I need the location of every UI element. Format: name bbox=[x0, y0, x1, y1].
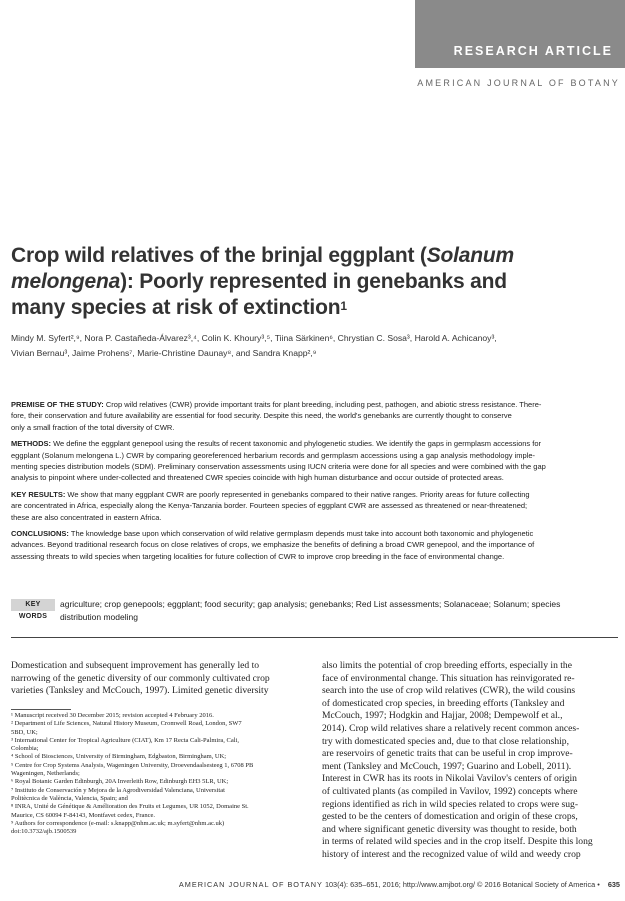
body-column-left bbox=[11, 660, 307, 698]
footnote-line: ⁴ School of Biosciences, University of Birmingham, Edgbaston, Birmingham, UK; bbox=[11, 753, 227, 761]
body-line: also limits the potential of crop breeding efforts, especially in the bbox=[322, 660, 572, 671]
body-line: Domestication and subsequent improvement has generally led to bbox=[11, 660, 260, 671]
abstract-label: CONCLUSIONS: bbox=[11, 529, 69, 539]
footnote-line: Politècnica de València, Valencia, Spain; and bbox=[11, 794, 128, 802]
body-line: Interest in CWR has its roots in Nikolai Vavilov's centers of origin bbox=[322, 773, 577, 785]
body-line: history of interest and the recognized value of wild and weedy crop bbox=[322, 848, 581, 860]
footnotes bbox=[11, 712, 307, 836]
body-line: and where significant genetic diversity was thought to reside, both bbox=[322, 823, 577, 835]
body-line: of cultivated plants (as compiled in Vavilov, 1992) concepts where bbox=[322, 785, 578, 797]
footer-separator: • bbox=[597, 880, 600, 889]
footnote-line: Wageningen, Netherlands; bbox=[11, 770, 80, 778]
body-line: of domesticated crop species, in breeding efforts (Tanksley and bbox=[322, 697, 565, 709]
abstract-label: KEY RESULTS: bbox=[11, 489, 66, 499]
body-line: are reservoirs of genetic traits that can be useful in crop improve- bbox=[322, 748, 573, 760]
body-line: in terms of related wild species and in the crop itself. Despite this long bbox=[322, 836, 593, 848]
footnote-line: Colombia; bbox=[11, 745, 39, 753]
abstract-results: KEY RESULTS: We show that many eggplant CWR are poorly represented in genebanks compared to their native ranges. Priority areas for future collecting are concentrated in Africa, especially along the Kenya-Tanzania border. Fourteen species of eggplant CWR are assessed as threatened or near-threatened; these are also concentrated in eastern Africa. bbox=[11, 489, 530, 522]
footnote-line: ⁷ Instituto de Conservación y Mejora de la Agrodiversidad Valenciana, Universitat bbox=[11, 786, 225, 794]
footnote-line: ³ International Center for Tropical Agriculture (CIAT), Km 17 Recta Cali-Palmira, Cali, bbox=[11, 736, 239, 744]
title-line: melongena): Poorly represented in genebanks and bbox=[11, 270, 507, 293]
footnote-line: ¹ Manuscript received 30 December 2015; revision accepted 4 February 2016. bbox=[11, 712, 214, 719]
abstract-label: PREMISE OF THE STUDY: bbox=[11, 400, 104, 409]
title-footnote-marker: 1 bbox=[340, 299, 347, 313]
footnote-divider bbox=[11, 709, 71, 710]
title-line: Crop wild relatives of the brinjal eggplant (Solanum bbox=[11, 244, 514, 267]
body-line: ment (Tanksley and McCouch, 1997; Guarino and Lobell, 2011). bbox=[322, 760, 572, 772]
footnote-line: ⁶ Royal Botanic Garden Edinburgh, 20A Inverleith Row, Edinburgh EH3 5LR, UK; bbox=[11, 778, 229, 786]
footnote-line: ⁹ Authors for correspondence (e-mail: s.knapp@nhm.ac.uk; m.syfert@nhm.ac.uk) bbox=[11, 819, 225, 827]
abstract bbox=[11, 399, 616, 567]
body-line: search into the use of crop wild relatives (CWR), the wild cousins bbox=[322, 685, 576, 697]
footnote-line: Maurice, CS 60094 F-84143, Montfavet cedex, France. bbox=[11, 811, 156, 819]
body-line: try with domesticated species and, due to that close relationship, bbox=[322, 735, 569, 747]
footnote-line: ² Department of Life Sciences, Natural History Museum, Cromwell Road, London, SW7 bbox=[11, 720, 242, 728]
footnote-line: doi:10.3732/ajb.1500539 bbox=[11, 828, 77, 836]
keywords-line: agriculture; crop genepools; eggplant; food security; gap analysis; genebanks; Red List assessments; Solanaceae; Solanum; species bbox=[60, 599, 561, 609]
body-line: narrowing of the genetic diversity of our commonly cultivated crop bbox=[11, 672, 270, 684]
footnote-line: ⁵ Centre for Crop Systems Analysis, Wageningen University, Droevendaalsesteeg 1, 6708 PB bbox=[11, 761, 254, 769]
body-line: 2014). Crop wild relatives share a relatively recent common ances- bbox=[322, 722, 580, 734]
body-line: face of environmental change. This situation has reinvigorated re- bbox=[322, 672, 575, 684]
body-line: gested to be the centers of domestication and origin of these crops, bbox=[322, 811, 578, 823]
section-divider bbox=[11, 637, 618, 638]
keywords-line: distribution modeling bbox=[60, 612, 138, 622]
abstract-premise: PREMISE OF THE STUDY: Crop wild relatives (CWR) provide important traits for plant breeding, including pest, pathogen, and abiotic stress resistance. There- fore, their conservation and future availability are essential for food security. Despite this need, the world's genebanks are currently thought to conserve only a small fraction of the total diversity of CWR. bbox=[11, 400, 542, 432]
keywords-label: KEY WORDS bbox=[11, 599, 55, 611]
author-line: Mindy M. Syfert²,⁹, Nora P. Castañeda-Álvarez³,⁴, Colin K. Khoury³,⁵, Tiina Särkinen⁶, Chrystian C. Sosa³, Harold A. Achicanoy³, bbox=[11, 333, 497, 343]
page-number: 635 bbox=[607, 880, 620, 889]
abstract-conclusions: CONCLUSIONS: The knowledge base upon which conservation of wild relative germplasm depends must take into account both taxonomic and phylogenetic advances. Beyond traditional research focus on close relatives of crops, we emphasize the benefits of defining a broad CWR genepool, and the importance of assessing threats to wild species when targeting localities for future collection of CWR to improve crop breeding in the face of environmental change. bbox=[11, 529, 535, 561]
title-line: many species at risk of extinction$^1$ bbox=[11, 296, 347, 319]
abstract-methods: METHODS: We define the eggplant genepool using the results of recent taxonomic and phylogenetic studies. We identify the gaps in germplasm accessions for eggplant (Solanum melongena L.) CWR by comparing georeferenced herbarium records and germplasm accessions using a gap analysis methodology imple- menting species distribution models (SDM). Preliminary conservation assessments using IUCN criteria were done for all species and were combined with the gap analysis to pinpoint where under-collected and threatened CWR species coincide with high human disturbance and occur outside of protected areas. bbox=[11, 439, 546, 483]
abstract-label: METHODS: bbox=[11, 439, 51, 449]
footnote-line: ⁸ INRA, Unité de Génétique & Amélioration des Fruits et Legumes, UR 1052, Domaine St. bbox=[11, 803, 249, 811]
keywords-list bbox=[60, 598, 620, 624]
footer-citation: 103(4): 635–651, 2016; http://www.amjbot.org/ © 2016 Botanical Society of America bbox=[324, 880, 596, 889]
article-type-banner bbox=[415, 0, 625, 68]
body-line: regions identified as rich in wild species related to crops were sug- bbox=[322, 798, 579, 810]
footer-journal-name: AMERICAN JOURNAL OF BOTANY bbox=[178, 880, 323, 889]
article-type-label: RESEARCH ARTICLE bbox=[453, 44, 613, 58]
footnote-line: 5BD, UK; bbox=[11, 728, 38, 736]
article-title bbox=[11, 243, 551, 321]
author-line: Vivian Bernau³, Jaime Prohens⁷, Marie-Christine Daunay⁸, and Sandra Knapp²,⁹ bbox=[11, 348, 317, 358]
body-line: McCouch, 1997; Hodgkin and Hajjar, 2008; Dempewolf et al., bbox=[322, 710, 563, 722]
body-line: varieties (Tanksley and McCouch, 1997). Limited genetic diversity bbox=[11, 685, 269, 697]
author-list bbox=[11, 331, 611, 361]
page-footer bbox=[170, 880, 620, 889]
journal-name-header: AMERICAN JOURNAL OF BOTANY bbox=[417, 78, 620, 88]
body-column-right bbox=[322, 660, 618, 862]
